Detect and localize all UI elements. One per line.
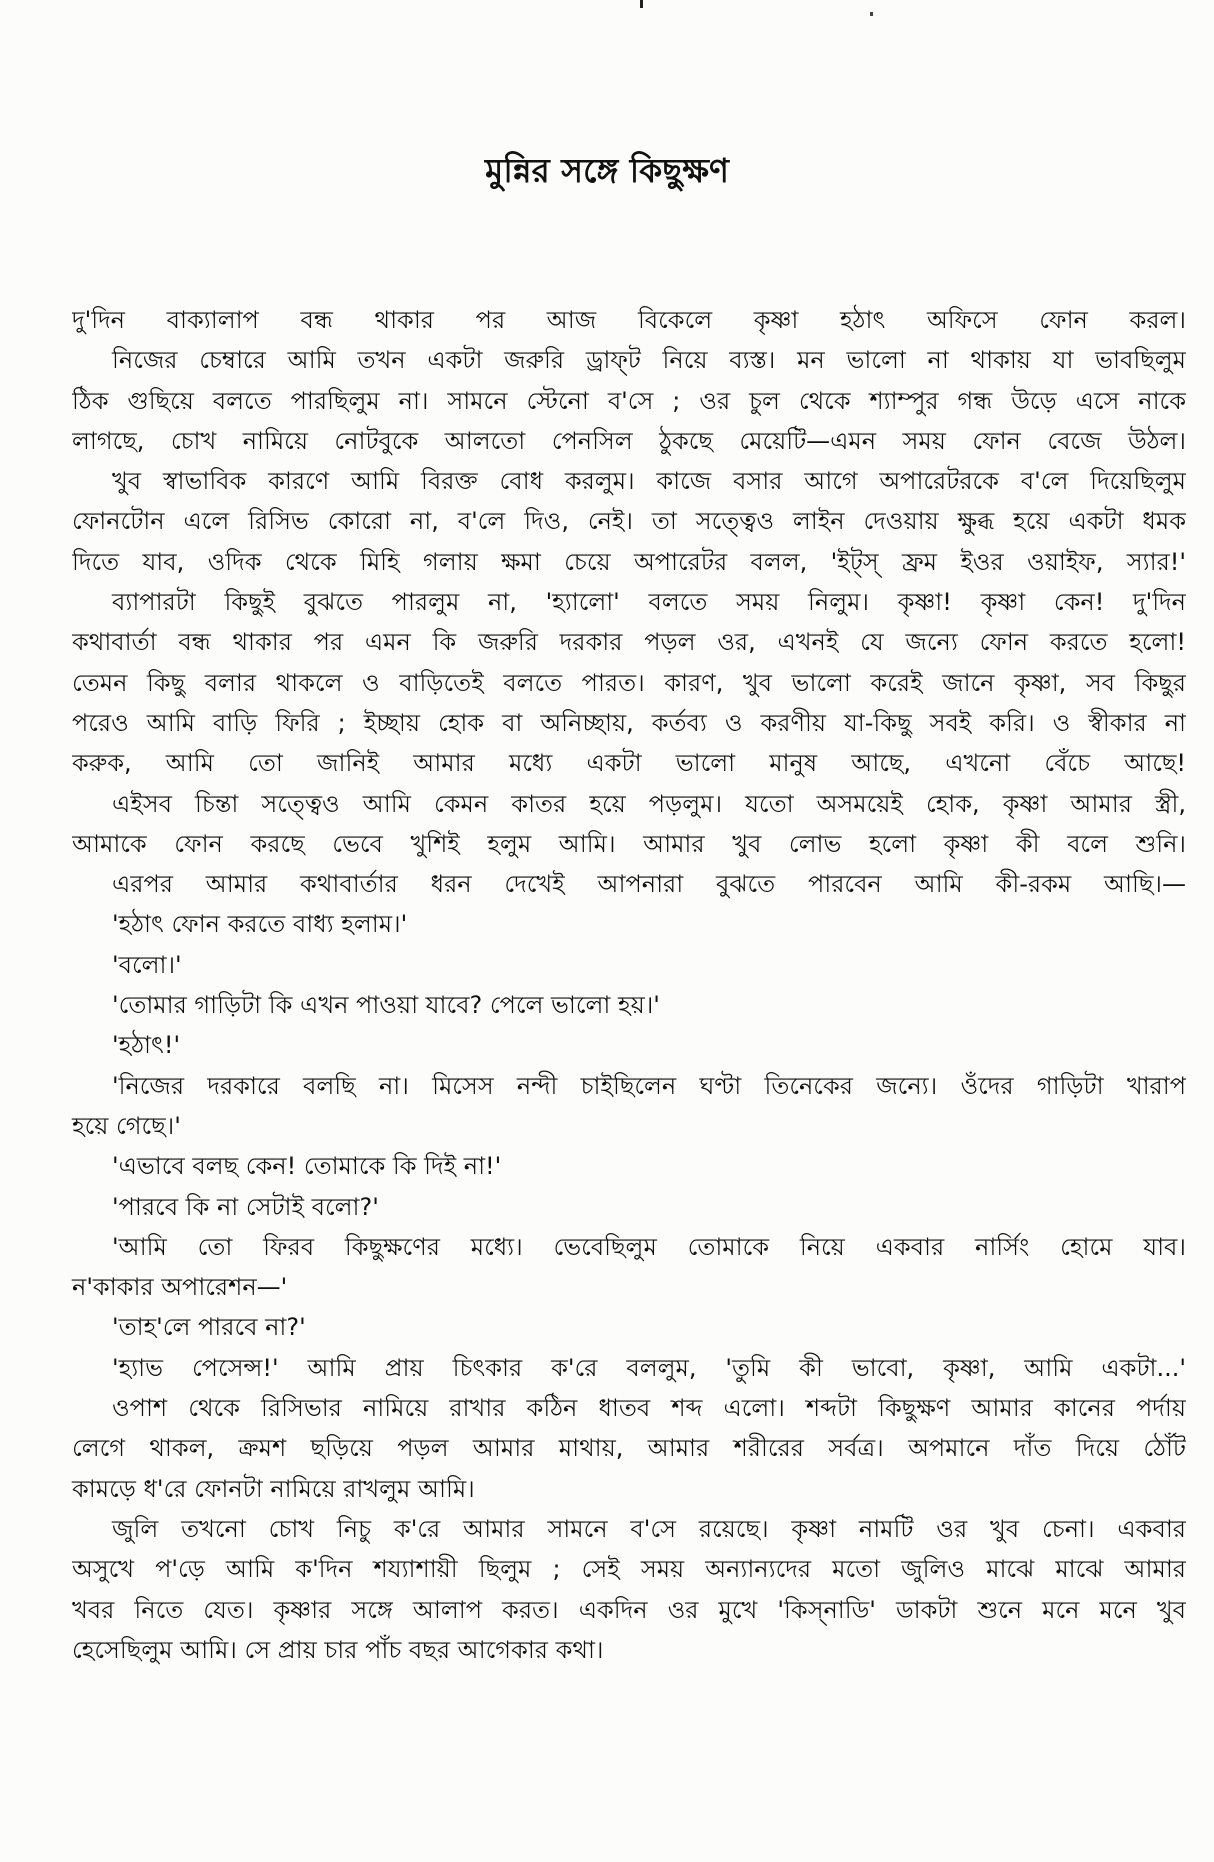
text-line: অসুখে প'ড়ে আমি ক'দিন শয্যাশায়ী ছিলুম ; সেই সময় অন্যান্যদের মতো জুলিও মাঝে মাঝে আমার — [72, 1555, 1186, 1584]
text-line: কথাবার্তা বন্ধ থাকার পর এমন কি জরুরি দরকার পড়ল ওর, এখনই যে জন্যে ফোন করতে হলো! — [72, 628, 1186, 657]
dialogue-line: হয়ে গেছে।' — [72, 1111, 181, 1140]
text-line: খুব স্বাভাবিক কারণে আমি বিরক্ত বোধ করলুম। কাজে বসার আগে অপারেটরকে ব'লে দিয়েছিলুম — [112, 467, 1186, 496]
text-line: দু'দিন বাক্যালাপ বন্ধ থাকার পর আজ বিকেলে কৃষ্ণা হঠাৎ অফিসে ফোন করল। — [72, 306, 1186, 334]
dialogue-line: 'হ্যাভ পেসেন্স!' আমি প্রায় চিৎকার ক'রে বললুম, 'তুমি কী ভাবো, কৃষ্ণা, আমি একটা...' — [112, 1353, 1186, 1382]
body-text — [72, 300, 1186, 1670]
text-line: লেগে থাকল, ক্রমশ ছড়িয়ে পড়ল আমার মাথায়, আমার শরীরের সর্বত্র। অপমানে দাঁত দিয়ে ঠোঁট — [72, 1434, 1186, 1463]
dialogue-line: 'তাহ'লে পারবে না?' — [112, 1313, 306, 1342]
dialogue-line: 'বলো।' — [112, 950, 182, 979]
dialogue-line: 'হঠাৎ ফোন করতে বাধ্য হলাম।' — [112, 910, 408, 939]
text-line: ওপাশ থেকে রিসিভার নামিয়ে রাখার কঠিন ধাতব শব্দ এলো। শব্দটা কিছুক্ষণ আমার কানের পর্দায় — [112, 1394, 1186, 1423]
text-line: হেসেছিলুম আমি। সে প্রায় চার পাঁচ বছর আগেকার কথা। — [72, 1635, 604, 1664]
text-line: আমাকে ফোন করছে ভেবে খুশিই হলুম আমি। আমার খুব লোভ হলো কৃষ্ণা কী বলে শুনি। — [72, 829, 1186, 858]
text-line: পরেও আমি বাড়ি ফিরি ; ইচ্ছায় হোক বা অনিচ্ছায়, কর্তব্য ও করণীয় যা-কিছু সবই করি। ও স্বীকার না — [72, 708, 1186, 737]
dialogue-line: 'এভাবে বলছ কেন! তোমাকে কি দিই না!' — [112, 1152, 502, 1181]
dialogue-line: 'পারবে কি না সেটাই বলো?' — [112, 1192, 379, 1221]
text-line: খবর নিতে যেত। কৃষ্ণার সঙ্গে আলাপ করত। একদিন ওর মুখে 'কিস্‌নাডি' ডাকটা শুনে মনে মনে খুব — [72, 1595, 1186, 1624]
text-line: তেমন কিছু বলার থাকলে ও বাড়িতেই বলতে পারত। কারণ, খুব ভালো করেই জানে কৃষ্ণা, সব কিছুর — [72, 668, 1186, 697]
text-line: নিজের চেম্বারে আমি তখন একটা জরুরি ড্রাফ্‌ট নিয়ে ব্যস্ত। মন ভালো না থাকায় যা ভাবছিলুম — [112, 346, 1186, 375]
text-line: ফোনটোন এলে রিসিভ কোরো না, ব'লে দিও, নেই। তা সত্ত্বেও লাইন দেওয়ায় ক্ষুব্ধ হয়ে একটা ধমক — [72, 507, 1186, 536]
scan-mark — [870, 12, 873, 16]
text-line: এইসব চিন্তা সত্ত্বেও আমি কেমন কাতর হয়ে পড়লুম। যতো অসময়েই হোক, কৃষ্ণা আমার স্ত্রী, — [112, 789, 1186, 818]
scan-mark — [640, 0, 643, 8]
text-line: ব্যাপারটা কিছুই বুঝতে পারলুম না, 'হ্যালো' বলতে সময় নিলুম। কৃষ্ণা! কৃষ্ণা কেন! দু'দিন — [112, 588, 1186, 617]
text-line: জুলি তখনো চোখ নিচু ক'রে আমার সামনে ব'সে রয়েছে। কৃষ্ণা নামটি ওর খুব চেনা। একবার — [112, 1514, 1186, 1543]
text-line: লাগছে, চোখ নামিয়ে নোটবুকে আলতো পেনসিল ঠুকছে মেয়েটি—এমন সময় ফোন বেজে উঠল। — [72, 426, 1186, 455]
text-line: কামড়ে ধ'রে ফোনটা নামিয়ে রাখলুম আমি। — [72, 1474, 475, 1503]
dialogue-line: 'নিজের দরকারে বলছি না। মিসেস নন্দী চাইছিলেন ঘণ্টা তিনেকের জন্যে। ওঁদের গাড়িটা খারাপ — [112, 1071, 1186, 1100]
chapter-title: মুন্নির সঙ্গে কিছুক্ষণ — [485, 151, 729, 190]
dialogue-line: 'হঠাৎ!' — [112, 1031, 181, 1060]
text-line: এরপর আমার কথাবার্তার ধরন দেখেই আপনারা বুঝতে পারবেন আমি কী-রকম আছি।— — [112, 870, 1186, 899]
text-line: ঠিক গুছিয়ে বলতে পারছিলুম না। সামনে স্টেনো ব'সে ; ওর চুল থেকে শ্যাম্পুর গন্ধ উড়ে এসে নাকে — [72, 386, 1186, 415]
dialogue-line: 'তোমার গাড়িটা কি এখন পাওয়া যাবে? পেলে ভালো হয়।' — [112, 991, 660, 1020]
dialogue-line: 'আমি তো ফিরব কিছুক্ষণের মধ্যে। ভেবেছিলুম তোমাকে নিয়ে একবার নার্সিং হোমে যাব। — [112, 1232, 1186, 1261]
text-line: করুক, আমি তো জানিই আমার মধ্যে একটা ভালো মানুষ আছে, এখনো বেঁচে আছে! — [72, 749, 1186, 778]
text-line: দিতে যাব, ওদিক থেকে মিহি গলায় ক্ষমা চেয়ে অপারেটর বলল, 'ইট্‌স্ ফ্রম ইওর ওয়াইফ, স্যার!' — [72, 547, 1186, 576]
dialogue-line: ন'কাকার অপারেশন—' — [72, 1273, 288, 1302]
